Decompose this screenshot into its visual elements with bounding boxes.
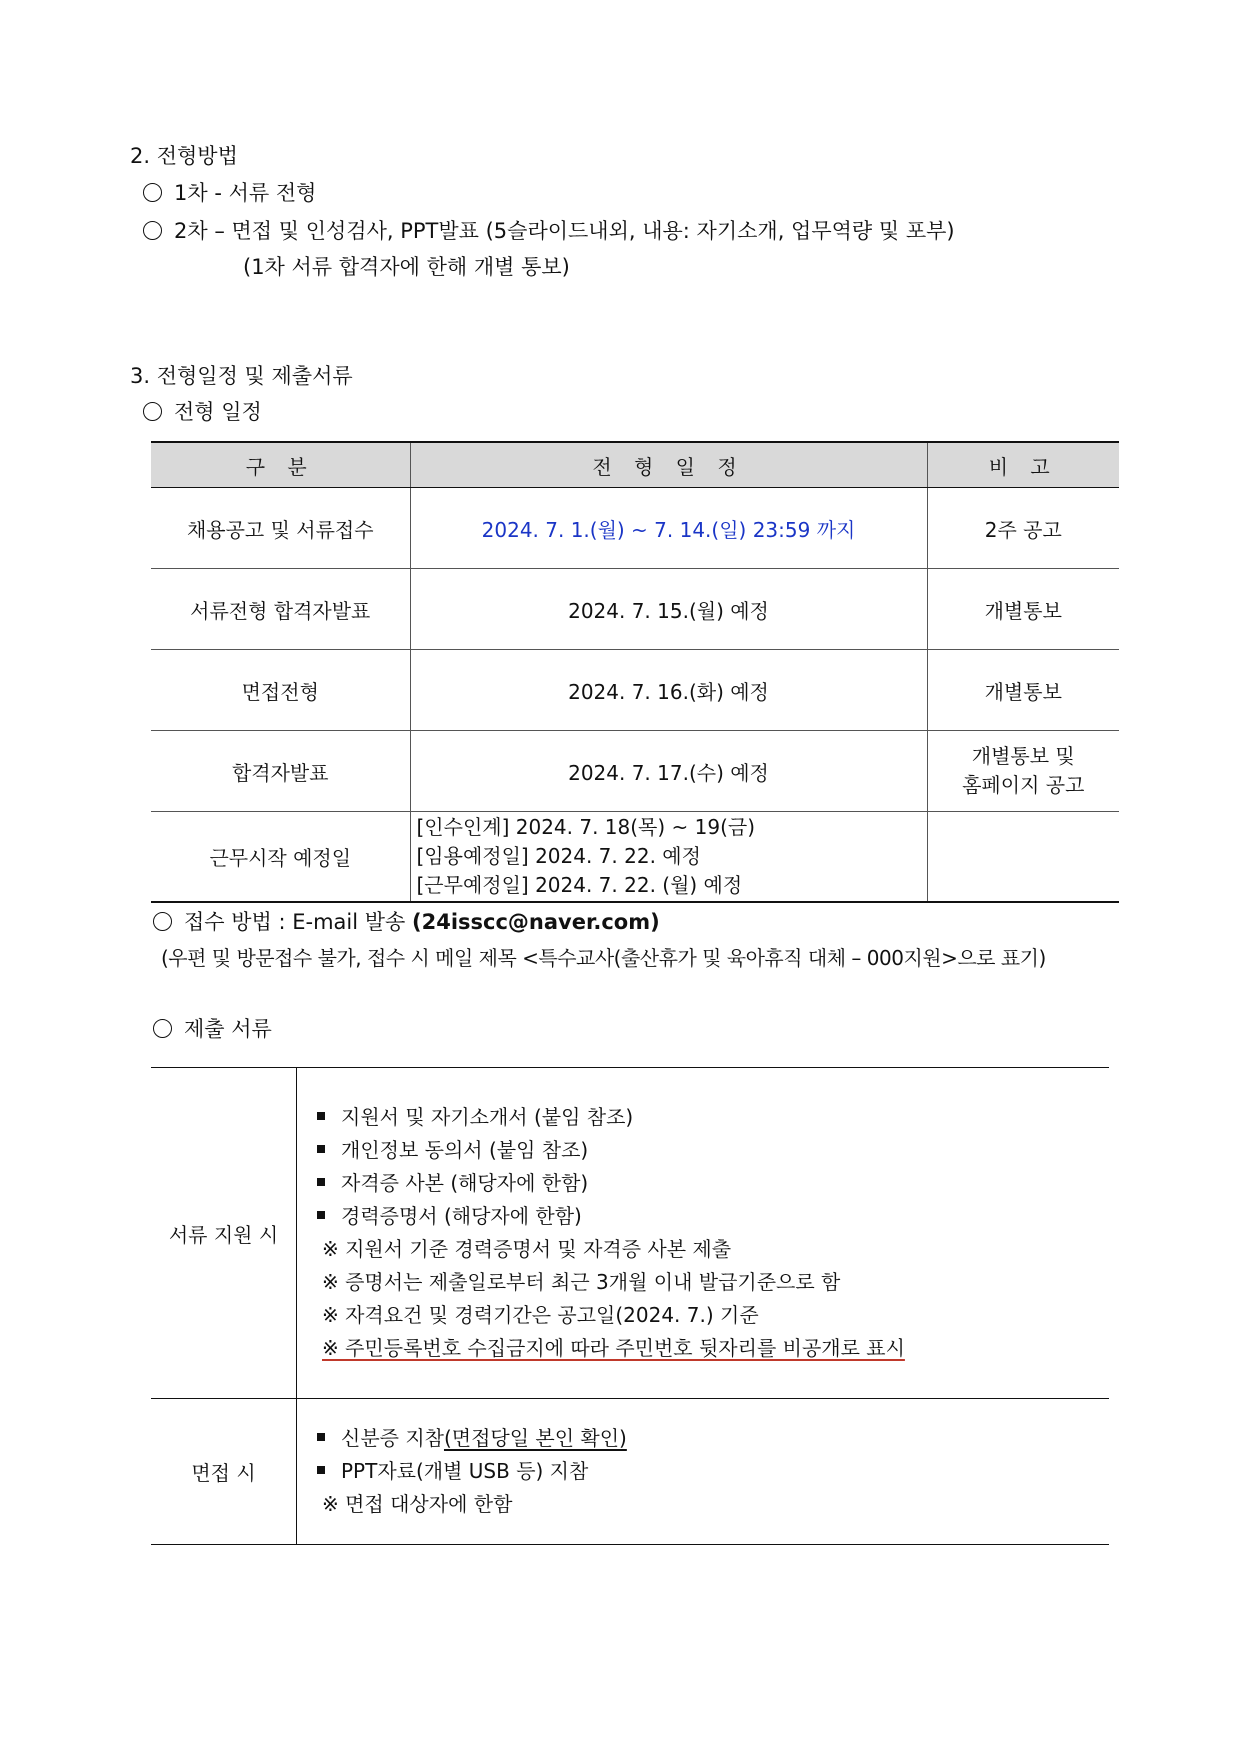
square-bullet-icon (317, 1433, 325, 1441)
row-category: 채용공고 및 서류접수 (151, 488, 410, 569)
section-2-heading: 2. 전형방법 (130, 144, 238, 168)
table-row (151, 1068, 1109, 1399)
row-category: 면접전형 (151, 650, 410, 731)
row-note: 개별통보 (927, 650, 1119, 731)
row-date: 2024. 7. 15.(월) 예정 (410, 569, 927, 650)
submission-note: (우편 및 방문접수 불가, 접수 시 메일 제목 <특수교사(출산휴가 및 육아휴직 대체 – 000지원>으로 표기) (161, 946, 1046, 970)
row-date: 2024. 7. 17.(수) 예정 (410, 731, 927, 812)
row-note: 2주 공고 (927, 488, 1119, 569)
list-item: 경력증명서 (해당자에 한함) (317, 1200, 1108, 1233)
row-note (927, 731, 1119, 812)
list-note: ※ 면접 대상자에 한함 (322, 1492, 513, 1516)
submission-email[interactable]: (24isscc@naver.com) (412, 910, 660, 934)
square-bullet-icon (317, 1112, 325, 1120)
list-item: PPT자료(개별 USB 등) 지참 (317, 1455, 1108, 1488)
schedule-label: 전형 일정 (143, 400, 262, 425)
row-date (410, 812, 927, 903)
circle-bullet-icon (153, 1019, 172, 1038)
row-date: 2024. 7. 1.(월) ~ 7. 14.(일) 23:59 까지 (410, 488, 927, 569)
documents-apply-label: 서류 지원 시 (151, 1068, 297, 1399)
documents-label: 제출 서류 (153, 1017, 272, 1042)
circle-bullet-icon (143, 183, 162, 202)
list-item: 자격증 사본 (해당자에 한함) (317, 1167, 1108, 1200)
section-3-heading: 3. 전형일정 및 제출서류 (130, 364, 353, 388)
list-note: ※ 증명서는 제출일로부터 최근 3개월 이내 발급기준으로 함 (322, 1270, 841, 1294)
documents-apply-list (297, 1068, 1110, 1399)
header-schedule: 전 형 일 정 (410, 442, 927, 488)
list-note: ※ 자격요건 및 경력기간은 공고일(2024. 7.) 기준 (322, 1303, 759, 1327)
table-row (151, 488, 1119, 569)
circle-bullet-icon (143, 221, 162, 240)
documents-interview-label: 면접 시 (151, 1399, 297, 1545)
row-note-line: 개별통보 및 (971, 744, 1075, 768)
table-row (151, 731, 1119, 812)
list-item: 신분증 지참(면접당일 본인 확인) (317, 1422, 1108, 1455)
square-bullet-icon (317, 1178, 325, 1186)
row-date-line: [근무예정일] 2024. 7. 22. (월) 예정 (416, 873, 743, 897)
row-category: 합격자발표 (151, 731, 410, 812)
square-bullet-icon (317, 1145, 325, 1153)
selection-step-1: 1차 - 서류 전형 (143, 181, 316, 206)
row-category: 근무시작 예정일 (151, 812, 410, 903)
schedule-header-row (151, 442, 1119, 488)
schedule-table (151, 441, 1119, 903)
list-note: ※ 지원서 기준 경력증명서 및 자격증 사본 제출 (322, 1237, 732, 1261)
header-note: 비 고 (927, 442, 1119, 488)
table-row (151, 812, 1119, 903)
square-bullet-icon (317, 1211, 325, 1219)
list-item: 개인정보 동의서 (붙임 참조) (317, 1134, 1108, 1167)
square-bullet-icon (317, 1466, 325, 1474)
row-date-line: [임용예정일] 2024. 7. 22. 예정 (416, 844, 701, 868)
table-row (151, 650, 1119, 731)
submission-method: 접수 방법 : E-mail 발송 (24isscc@naver.com) (153, 910, 660, 935)
circle-bullet-icon (143, 402, 162, 421)
row-category: 서류전형 합격자발표 (151, 569, 410, 650)
table-row (151, 569, 1119, 650)
row-note: 개별통보 (927, 569, 1119, 650)
row-note-line: 홈페이지 공고 (962, 773, 1085, 797)
list-item: 지원서 및 자기소개서 (붙임 참조) (317, 1101, 1108, 1134)
header-category: 구 분 (151, 442, 410, 488)
selection-step-2: 2차 – 면접 및 인성검사, PPT발표 (5슬라이드내외, 내용: 자기소개, 업무역량 및 포부) (143, 219, 955, 244)
list-note: ※ 주민등록번호 수집금지에 따라 주민번호 뒷자리를 비공개로 표시 (322, 1336, 905, 1360)
documents-table (151, 1067, 1109, 1545)
row-note (927, 812, 1119, 903)
row-date-line: [인수인계] 2024. 7. 18(목) ~ 19(금) (416, 815, 756, 839)
circle-bullet-icon (153, 912, 172, 931)
table-row (151, 1399, 1109, 1545)
selection-step-2-note: (1차 서류 합격자에 한해 개별 통보) (243, 255, 570, 279)
row-date: 2024. 7. 16.(화) 예정 (410, 650, 927, 731)
documents-interview-list (297, 1399, 1110, 1545)
